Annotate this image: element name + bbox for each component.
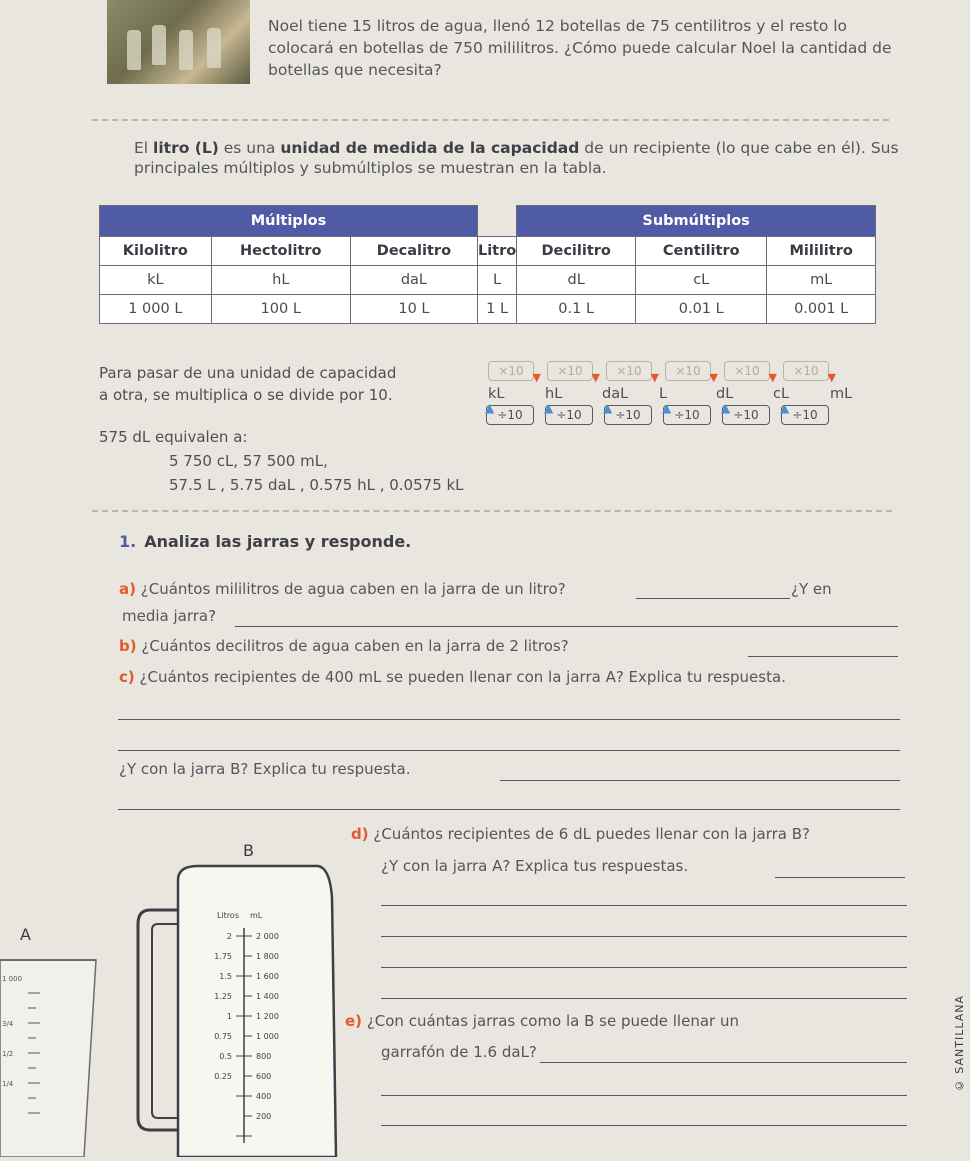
question-d-line2: ¿Y con la jarra A? Explica tus respuestas.	[381, 857, 689, 875]
jar-b-handle	[138, 910, 178, 1130]
submultiples-header: Submúltiplos	[517, 206, 876, 237]
answer-line[interactable]	[235, 626, 898, 627]
answer-line[interactable]	[381, 1095, 907, 1096]
jar-a-tick-label: 3/4	[2, 1020, 14, 1028]
jar-b-ml-label: 800	[256, 1052, 272, 1061]
question-a: a) ¿Cuántos mililitros de agua caben en la jarra de un litro?	[119, 580, 566, 598]
jar-a-tick-label: 1/2	[2, 1050, 14, 1058]
arrow-down-icon: ▼	[591, 371, 600, 384]
unit-name: Decalitro	[350, 237, 477, 266]
question-a-cont: ¿Y en	[791, 580, 832, 598]
divider-middle	[92, 510, 892, 512]
unit-name: Mililitro	[767, 237, 876, 266]
question-c-line2: ¿Y con la jarra B? Explica tu respuesta.	[119, 760, 411, 778]
intro-problem: Noel tiene 15 litros de agua, llenó 12 botellas de 75 centilitros y el resto lo colocará en botellas de 750 mililitros. ¿Cómo puede calcular Noel la cantidad de botellas que necesita?	[268, 17, 892, 79]
divide-boxes	[485, 401, 840, 425]
unit-symbol: kL	[100, 266, 212, 295]
answer-line[interactable]	[748, 656, 898, 657]
jar-b-ml-label: 1 000	[256, 1032, 279, 1041]
capacity-units-table	[99, 205, 876, 324]
multiply-boxes	[488, 360, 842, 384]
arrow-up-icon: ▲	[603, 401, 613, 415]
answer-line[interactable]	[540, 1062, 907, 1063]
unit-value: 0.001 L	[767, 295, 876, 324]
answer-line[interactable]	[381, 998, 907, 999]
jar-b-ml-label: 1 400	[256, 992, 279, 1001]
jar-b-ml-label: 400	[256, 1092, 272, 1101]
question-e: e) ¿Con cuántas jarras como la B se puede llenar un	[345, 1012, 739, 1030]
unit-symbol: mL	[767, 266, 876, 295]
arrow-up-icon: ▲	[662, 401, 672, 415]
unit-value: 0.1 L	[517, 295, 636, 324]
multiply-box: ×10 ▼	[783, 361, 829, 381]
multiply-box: ×10 ▼	[488, 361, 534, 381]
question-a-line2: media jarra?	[122, 607, 217, 625]
divider-top	[92, 119, 889, 121]
multiply-box: ×10 ▼	[606, 361, 652, 381]
arrow-up-icon: ▲	[544, 401, 554, 415]
jar-b-ml-label: 1 800	[256, 952, 279, 961]
unit-symbol: L	[477, 266, 516, 295]
exercise-title: 1. Analiza las jarras y responde.	[119, 532, 412, 551]
answer-line[interactable]	[381, 936, 907, 937]
jar-b-ml-label: 200	[256, 1112, 272, 1121]
multiply-box: ×10 ▼	[724, 361, 770, 381]
arrow-down-icon: ▼	[709, 371, 718, 384]
jar-b-tick-label: 0.5	[219, 1052, 232, 1061]
jar-b-tick-label: 0.25	[214, 1072, 232, 1081]
jar-b-tick-label: 1.25	[214, 992, 232, 1001]
unit-name: Hectolitro	[211, 237, 350, 266]
question-d: d) ¿Cuántos recipientes de 6 dL puedes llenar con la jarra B?	[351, 825, 810, 843]
conversion-rule: Para pasar de una unidad de capacidad a otra, se multiplica o se divide por 10.	[99, 364, 397, 404]
answer-line[interactable]	[500, 780, 900, 781]
divide-box: ▲ ÷10	[781, 405, 829, 425]
jar-b-unit-ml: mL	[250, 911, 263, 920]
answer-line[interactable]	[118, 750, 900, 751]
unit-name: Centilitro	[636, 237, 767, 266]
unit-name: Kilolitro	[100, 237, 212, 266]
unit-value: 10 L	[350, 295, 477, 324]
answer-line[interactable]	[381, 905, 907, 906]
multiply-box: ×10 ▼	[547, 361, 593, 381]
divide-box: ▲ ÷10	[663, 405, 711, 425]
definition-text: El litro (L) es una unidad de medida de la capacidad de un recipiente (lo que cabe en él). Sus principales múltiplos y submúltiplos se muestran en la tabla.	[134, 139, 899, 177]
divide-box: ▲ ÷10	[486, 405, 534, 425]
jar-b-tick-label: 1	[226, 1012, 232, 1021]
jar-a-body	[0, 960, 96, 1157]
divide-box: ▲ ÷10	[722, 405, 770, 425]
publisher-mark: © SANTILLANA	[953, 995, 966, 1093]
divide-box: ▲ ÷10	[545, 405, 593, 425]
question-b: b) ¿Cuántos decilitros de agua caben en la jarra de 2 litros?	[119, 637, 569, 655]
bottles-photo	[107, 0, 250, 84]
unit-symbol: hL	[211, 266, 350, 295]
answer-line[interactable]	[775, 877, 905, 878]
jar-b-label: B	[243, 841, 254, 860]
unit-value: 1 000 L	[100, 295, 212, 324]
arrow-down-icon: ▼	[532, 371, 541, 384]
answer-line[interactable]	[381, 967, 907, 968]
jar-a-label: A	[20, 925, 31, 944]
jar-b-ml-label: 600	[256, 1072, 272, 1081]
jar-b-tick-label: 1.75	[214, 952, 232, 961]
answer-line[interactable]	[118, 719, 900, 720]
measuring-jars-illustration	[0, 818, 385, 1157]
unit-symbol: dL	[517, 266, 636, 295]
unit-name: Decilitro	[517, 237, 636, 266]
jar-b-unit-l: Litros	[217, 911, 239, 920]
arrow-up-icon: ▲	[721, 401, 731, 415]
answer-line[interactable]	[636, 598, 790, 599]
arrow-up-icon: ▲	[780, 401, 790, 415]
question-e-line2: garrafón de 1.6 daL?	[381, 1043, 537, 1061]
unit-symbol: cL	[636, 266, 767, 295]
unit-value: 1 L	[477, 295, 516, 324]
jar-b-ml-label: 2 000	[256, 932, 279, 941]
unit-value: 100 L	[211, 295, 350, 324]
arrow-down-icon: ▼	[827, 371, 836, 384]
jar-a-top-label: 1 000	[2, 975, 23, 983]
jar-b-tick-label: 1.5	[219, 972, 232, 981]
question-c: c) ¿Cuántos recipientes de 400 mL se pueden llenar con la jarra A? Explica tu respuesta.	[119, 668, 786, 686]
arrow-down-icon: ▼	[650, 371, 659, 384]
jar-a-tick-label: 1/4	[2, 1080, 14, 1088]
answer-line[interactable]	[381, 1125, 907, 1126]
jars-drawing	[0, 818, 385, 1157]
arrow-up-icon: ▲	[485, 401, 495, 415]
jar-b-ml-label: 1 600	[256, 972, 279, 981]
unit-name: Litro	[477, 237, 516, 266]
answer-line[interactable]	[118, 809, 900, 810]
multiply-box: ×10 ▼	[665, 361, 711, 381]
divide-box: ▲ ÷10	[604, 405, 652, 425]
jar-b-tick-label: 2	[226, 932, 232, 941]
multiples-header: Múltiplos	[100, 206, 478, 237]
conversion-units: kL hL daL L dL cL mL	[488, 386, 853, 402]
unit-symbol: daL	[350, 266, 477, 295]
jar-b-ml-label: 1 200	[256, 1012, 279, 1021]
conversion-example: 575 dL equivalen a: 5 750 cL, 57 500 mL, 57.5 L , 5.75 daL , 0.575 hL , 0.0575 kL	[99, 428, 464, 494]
unit-value: 0.01 L	[636, 295, 767, 324]
jar-b-tick-label: 0.75	[214, 1032, 232, 1041]
arrow-down-icon: ▼	[768, 371, 777, 384]
